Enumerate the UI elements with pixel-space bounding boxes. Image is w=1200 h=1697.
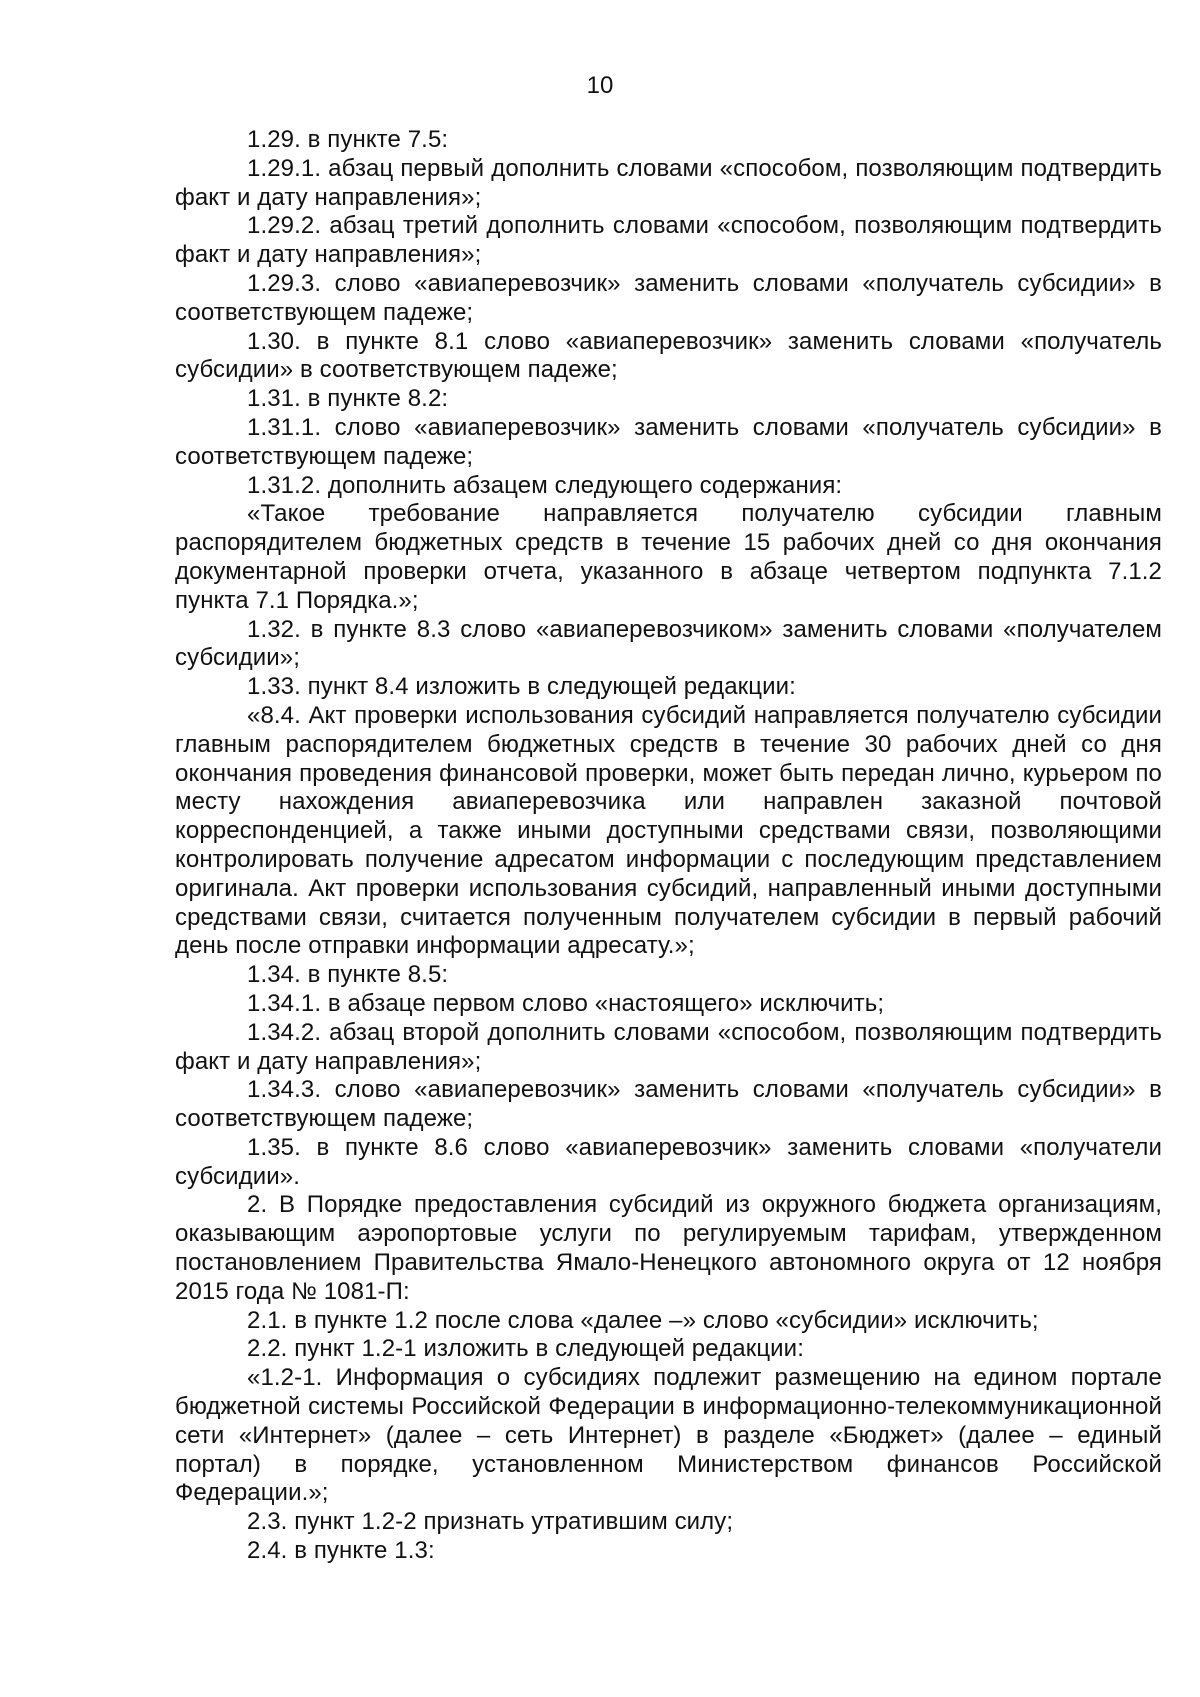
paragraph: 1.29.3. слово «авиаперевозчик» заменить словами «получатель субсидии» в соответствующем падеже; bbox=[175, 269, 1162, 326]
paragraph: 1.34.2. абзац второй дополнить словами «способом, позволяющим подтвердить факт и дату направления»; bbox=[175, 1018, 1162, 1075]
paragraph: 2.3. пункт 1.2-2 признать утратившим силу; bbox=[247, 1508, 734, 1536]
paragraph: 1.29.2. абзац третий дополнить словами «способом, позволяющим подтвердить факт и дату направления»; bbox=[175, 212, 1162, 269]
paragraph: 1.29. в пункте 7.5: bbox=[247, 126, 449, 153]
document-body bbox=[175, 126, 1162, 1566]
paragraph: 2.2. пункт 1.2-1 изложить в следующей редакции: bbox=[247, 1335, 804, 1363]
paragraph: 1.35. в пункте 8.6 слово «авиаперевозчик» заменить словами «получатели субсидии». bbox=[175, 1133, 1162, 1190]
paragraph: 2. В Порядке предоставления субсидий из окружного бюджета организациям, оказывающим аэропортовые услуги по регулируемым тарифам, утвержденном постановлением Правительства Ямало-Ненецкого автономного округа от 12 ноября 2015 года № 1081-П: bbox=[175, 1191, 1162, 1305]
paragraph: «8.4. Акт проверки использования субсидий направляется получателю субсидии главным распорядителем бюджетных средств в течение 30 рабочих дней со дня окончания проведения финансовой проверки, может быть передан лично, курьером по месту нахождения авиаперевозчика или направлен заказной почтовой корреспонденцией, а также иными доступными средствами связи, позволяющими контролировать получение адресатом информации с последующим представлением оригинала. Акт проверки использования субсидий, направленный иными доступными средствами связи, считается полученным получателем субсидии в первый рабочий день после отправки информации адресату.»; bbox=[175, 701, 1162, 960]
paragraph: 1.33. пункт 8.4 изложить в следующей редакции: bbox=[247, 673, 796, 701]
paragraph: 1.31. в пункте 8.2: bbox=[247, 385, 449, 413]
paragraph: 1.31.1. слово «авиаперевозчик» заменить словами «получатель субсидии» в соответствующем падеже; bbox=[175, 413, 1162, 470]
paragraph: 1.34.1. в абзаце первом слово «настоящего» исключить; bbox=[247, 989, 885, 1017]
page-number: 10 bbox=[586, 72, 614, 99]
paragraph: 2.1. в пункте 1.2 после слова «далее –» слово «субсидии» исключить; bbox=[247, 1306, 1039, 1334]
paragraph: 1.31.2. дополнить абзацем следующего содержания: bbox=[247, 471, 843, 499]
paragraph: 1.34.3. слово «авиаперевозчик» заменить словами «получатель субсидии» в соответствующем падеже; bbox=[175, 1076, 1162, 1133]
paragraph: 2.4. в пункте 1.3: bbox=[247, 1537, 435, 1565]
paragraph: 1.34. в пункте 8.5: bbox=[247, 961, 449, 989]
paragraph: 1.30. в пункте 8.1 слово «авиаперевозчик» заменить словами «получатель субсидии» в соответствующем падеже; bbox=[175, 327, 1162, 384]
paragraph: 1.29.1. абзац первый дополнить словами «способом, позволяющим подтвердить факт и дату направления»; bbox=[175, 154, 1162, 211]
paragraph: «1.2-1. Информация о субсидиях подлежит размещению на едином портале бюджетной системы Российской Федерации в информационно-телекоммуникационной сети «Интернет» (далее – сеть Интернет) в разделе «Бюджет» (далее – единый портал) в порядке, установленном Министерством финансов Российской Федерации.»; bbox=[175, 1364, 1162, 1507]
paragraph: 1.32. в пункте 8.3 слово «авиаперевозчиком» заменить словами «получателем субсидии»; bbox=[175, 615, 1162, 672]
paragraph: «Такое требование направляется получателю субсидии главным распорядителем бюджетных средств в течение 15 рабочих дней со дня окончания документарной проверки отчета, указанного в абзаце четвертом подпункта 7.1.2 пункта 7.1 Порядка.»; bbox=[175, 500, 1162, 614]
